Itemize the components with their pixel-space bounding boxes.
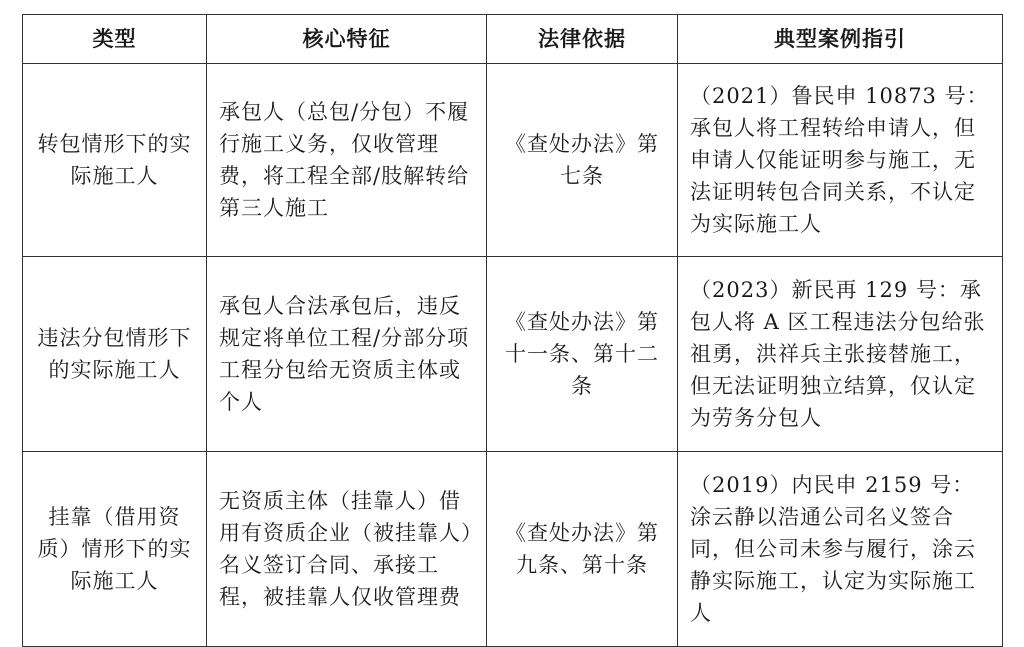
cell-basis (487, 64, 678, 257)
case-text: （2023）新民再 129 号：承包人将 A 区工程违法分包给张祖勇，洪祥兵主张接替施工，但无法证明独立结算，仅认定为劳务分包人 (690, 278, 986, 430)
cell-feature (207, 452, 487, 647)
feature-text: 无资质主体（挂靠人）借用有资质企业（被挂靠人）名义签订合同、承接工程，被挂靠人仅收管理费 (219, 489, 473, 609)
cell-type (23, 64, 207, 257)
basis-text: 《查处办法》第十一条、第十二条 (505, 310, 659, 398)
cell-case (678, 452, 1003, 647)
type-text: 违法分包情形下的实际施工人 (37, 326, 192, 382)
legal-comparison-table (22, 14, 1003, 647)
header-core-feature: 核心特征 (207, 15, 487, 64)
cell-type (23, 257, 207, 452)
table-row (23, 452, 1003, 647)
feature-text: 承包人合法承包后，违反规定将单位工程/分部分项工程分包给无资质主体或个人 (219, 294, 470, 414)
cell-basis (487, 452, 678, 647)
cell-type (23, 452, 207, 647)
type-text: 转包情形下的实际施工人 (37, 132, 192, 188)
table-row (23, 257, 1003, 452)
header-row (23, 15, 1003, 64)
table-body (23, 64, 1003, 647)
type-text: 挂靠（借用资质）情形下的实际施工人 (37, 505, 192, 593)
header-typical-case: 典型案例指引 (678, 15, 1003, 64)
table-header (23, 15, 1003, 64)
case-text: （2021）鲁民申 10873 号：承包人将工程转给申请人，但申请人仅能证明参与施工，无法证明转包合同关系，不认定为实际施工人 (690, 84, 989, 236)
header-legal-basis: 法律依据 (487, 15, 678, 64)
cell-basis (487, 257, 678, 452)
cell-feature (207, 64, 487, 257)
cell-case (678, 257, 1003, 452)
table-row (23, 64, 1003, 257)
cell-case (678, 64, 1003, 257)
basis-text: 《查处办法》第九条、第十条 (505, 521, 659, 577)
feature-text: 承包人（总包/分包）不履行施工义务，仅收管理费，将工程全部/肢解转给第三人施工 (219, 100, 470, 220)
basis-text: 《查处办法》第七条 (505, 132, 659, 188)
case-text: （2019）内民申 2159 号：涂云静以浩通公司名义签合同，但公司未参与履行，涂云静实际施工，认定为实际施工人 (690, 473, 976, 625)
header-type: 类型 (23, 15, 207, 64)
cell-feature (207, 257, 487, 452)
